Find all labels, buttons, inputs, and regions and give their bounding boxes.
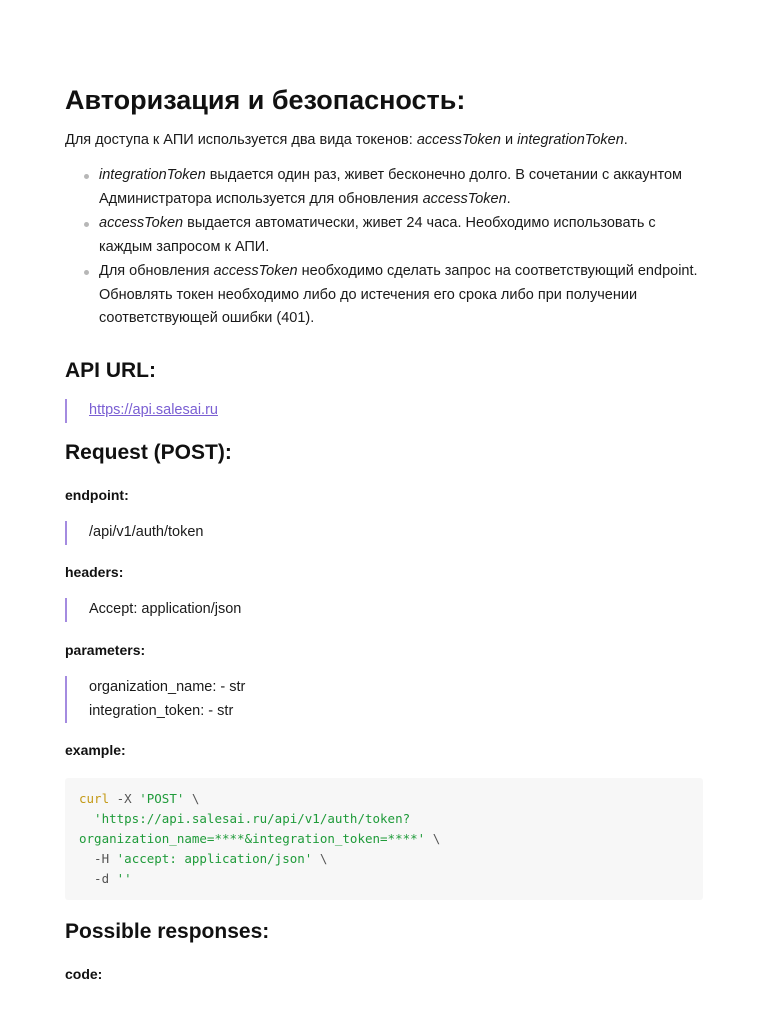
list-item-tail: необходимо сделать запрос на соответствующий endpoint. Обновлять токен необходимо либо до истечения его срока либо при получении соответствующей ошибки (401). — [99, 263, 698, 326]
intro-paragraph — [65, 130, 703, 150]
list-item-text: Для обновления — [99, 263, 214, 279]
parameters-quote — [65, 676, 703, 723]
code-token: 'accept: application/json' — [116, 851, 313, 866]
code-token: organization_name=****&integration_token=****' — [79, 831, 426, 846]
intro-suffix: . — [623, 132, 628, 148]
list-item — [99, 164, 703, 211]
api-url-quote — [65, 399, 703, 423]
code-token: -X — [109, 791, 140, 806]
list-item-em: integrationToken — [99, 167, 206, 183]
headers-label: headers: — [65, 564, 124, 580]
code-token: \ — [184, 791, 200, 806]
code-command: curl — [79, 791, 110, 806]
request-heading: Request (POST): — [65, 441, 232, 464]
list-item-tail: . — [506, 190, 511, 207]
list-item-text: выдается автоматически, живет 24 часа. Необходимо использовать с каждым запросом к АПИ. — [99, 215, 656, 255]
intro-text: Для доступа к АПИ используется два вида токенов: — [65, 132, 417, 148]
code-token: -d — [79, 871, 117, 886]
token-list — [65, 164, 703, 331]
intro-integration-token: integrationToken — [517, 132, 624, 148]
example-label: example: — [65, 742, 126, 758]
endpoint-value: /api/v1/auth/token — [89, 524, 204, 540]
parameters-label: parameters: — [65, 642, 146, 658]
list-item — [99, 212, 703, 259]
responses-heading: Possible responses: — [65, 920, 270, 943]
list-item — [99, 260, 703, 331]
api-url-heading: API URL: — [65, 359, 156, 382]
list-item-em: accessToken — [99, 215, 184, 231]
list-item-em2: accessToken — [213, 263, 298, 279]
code-block — [65, 778, 703, 900]
page-title: Авторизация и безопасность: — [65, 85, 466, 115]
parameter-item: organization_name: - str — [89, 679, 246, 695]
code-token: -H — [79, 851, 117, 866]
code-token: 'POST' — [139, 791, 185, 806]
code-token: '' — [116, 871, 132, 886]
intro-access-token: accessToken — [416, 132, 501, 148]
api-url-link[interactable]: https://api.salesai.ru — [89, 402, 218, 418]
headers-value: Accept: application/json — [89, 601, 242, 617]
endpoint-label: endpoint: — [65, 487, 129, 503]
intro-and: и — [500, 132, 518, 148]
code-token: \ — [425, 831, 441, 846]
endpoint-quote — [65, 521, 703, 545]
parameter-item: integration_token: - str — [89, 702, 234, 719]
code-token: \ — [312, 851, 328, 866]
code-token: 'https://api.salesai.ru/api/v1/auth/token? — [79, 811, 411, 826]
headers-quote — [65, 598, 703, 622]
list-item-em2: accessToken — [422, 190, 507, 207]
code-label: code: — [65, 966, 103, 982]
list-item-text: выдается один раз, живет бесконечно долго. В сочетании с аккаунтом Администратора используется для обновления — [99, 167, 682, 207]
